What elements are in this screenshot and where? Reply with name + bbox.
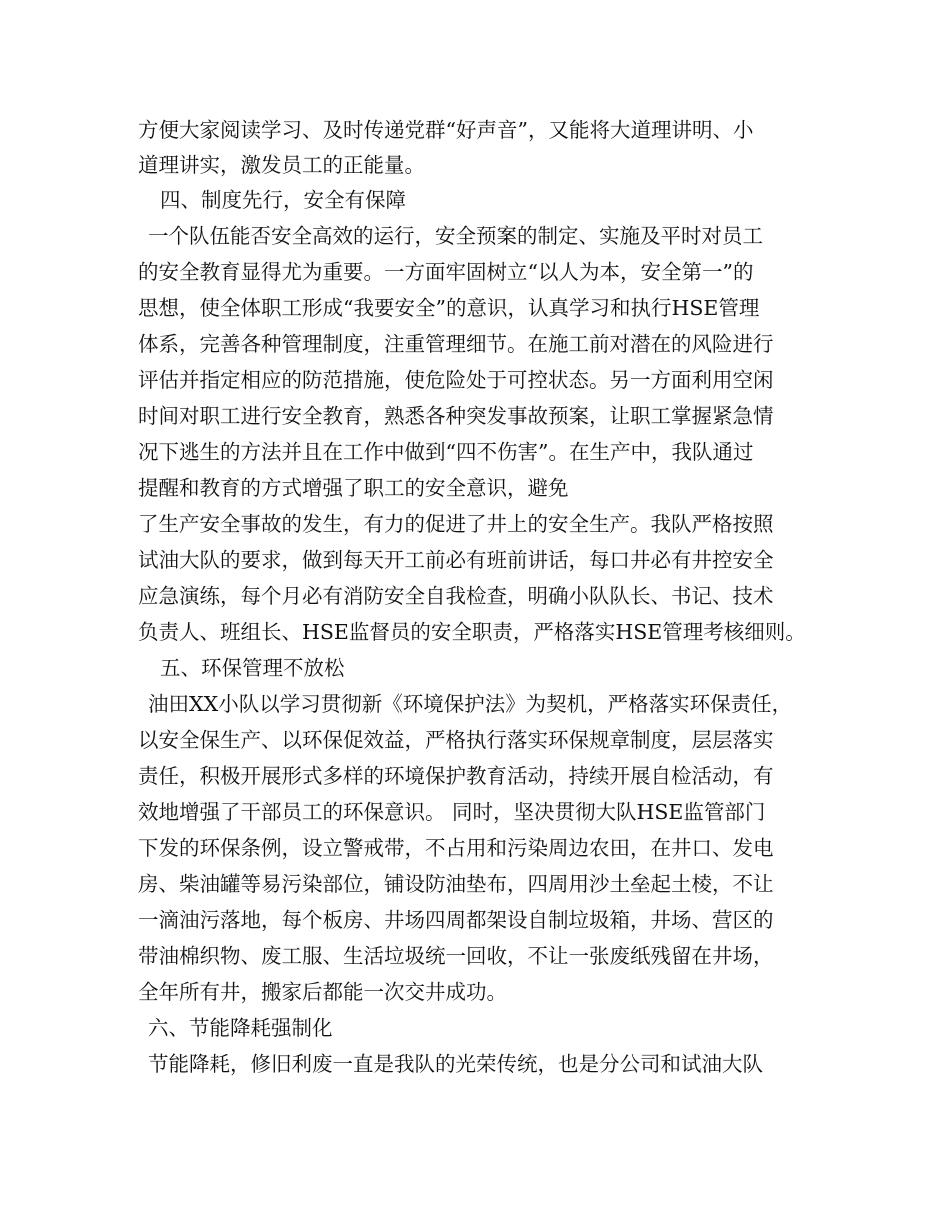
section-heading: 四、制度先行，安全有保障	[160, 188, 406, 212]
paragraph-line: 油田XX小队以学习贯彻新《环境保护法》为契机，严格落实环保责任，	[148, 692, 793, 716]
paragraph-line: 一滴油污落地，每个板房、井场四周都架设自制垃圾箱，井场、营区的	[138, 908, 774, 932]
paragraph-line: 节能降耗，修旧利废一直是我队的光荣传统，也是分公司和试油大队	[148, 1052, 763, 1076]
section-heading: 五、环保管理不放松	[160, 656, 345, 680]
paragraph-line: 时间对职工进行安全教育，熟悉各种突发事故预案，让职工掌握紧急情	[138, 404, 774, 428]
paragraph-line: 以安全保生产、以环保促效益，严格执行落实环保规章制度，层层落实	[138, 728, 774, 752]
paragraph-line: 评估并指定相应的防范措施，使危险处于可控状态。另一方面利用空闲	[138, 368, 774, 392]
paragraph-line: 全年所有井，搬家后都能一次交井成功。	[138, 980, 507, 1004]
paragraph-line: 思想，使全体职工形成“我要安全”的意识，认真学习和执行HSE管理	[138, 296, 760, 320]
paragraph-line: 效地增强了干部员工的环保意识。 同时，坚决贯彻大队HSE监管部门	[138, 800, 766, 824]
paragraph-line: 道理讲实，激发员工的正能量。	[138, 153, 425, 177]
paragraph-line: 一个队伍能否安全高效的运行，安全预案的制定、实施及平时对员工	[148, 224, 763, 248]
section-heading: 六、节能降耗强制化	[148, 1016, 333, 1040]
paragraph-line: 了生产安全事故的发生，有力的促进了井上的安全生产。我队严格按照	[138, 512, 774, 536]
paragraph-line: 责任，积极开展形式多样的环境保护教育活动，持续开展自检活动，有	[138, 764, 774, 788]
paragraph-line: 况下逃生的方法并且在工作中做到“四不伤害”。在生产中，我队通过	[138, 440, 754, 464]
paragraph-line: 体系，完善各种管理制度，注重管理细节。在施工前对潜在的风险进行	[138, 332, 774, 356]
paragraph-line: 的安全教育显得尤为重要。一方面牢固树立“以人为本，安全第一”的	[138, 260, 754, 284]
paragraph-line: 试油大队的要求，做到每天开工前必有班前讲话，每口井必有井控安全	[138, 548, 774, 572]
paragraph-line: 方便大家阅读学习、及时传递党群“好声音”，又能将大道理讲明、小	[138, 118, 754, 142]
paragraph-line: 提醒和教育的方式增强了职工的安全意识，避免	[138, 476, 569, 500]
paragraph-line: 房、柴油罐等易污染部位，铺设防油垫布，四周用沙土垒起土棱，不让	[138, 872, 774, 896]
paragraph-line: 下发的环保条例，设立警戒带，不占用和污染周边农田，在井口、发电	[138, 836, 774, 860]
paragraph-line: 带油棉织物、废工服、生活垃圾统一回收，不让一张废纸残留在井场，	[138, 944, 774, 968]
paragraph-line: 应急演练，每个月必有消防安全自我检查，明确小队队长、书记、技术	[138, 584, 774, 608]
paragraph-line: 负责人、班组长、HSE监督员的安全职责，严格落实HSE管理考核细则。	[138, 620, 806, 644]
